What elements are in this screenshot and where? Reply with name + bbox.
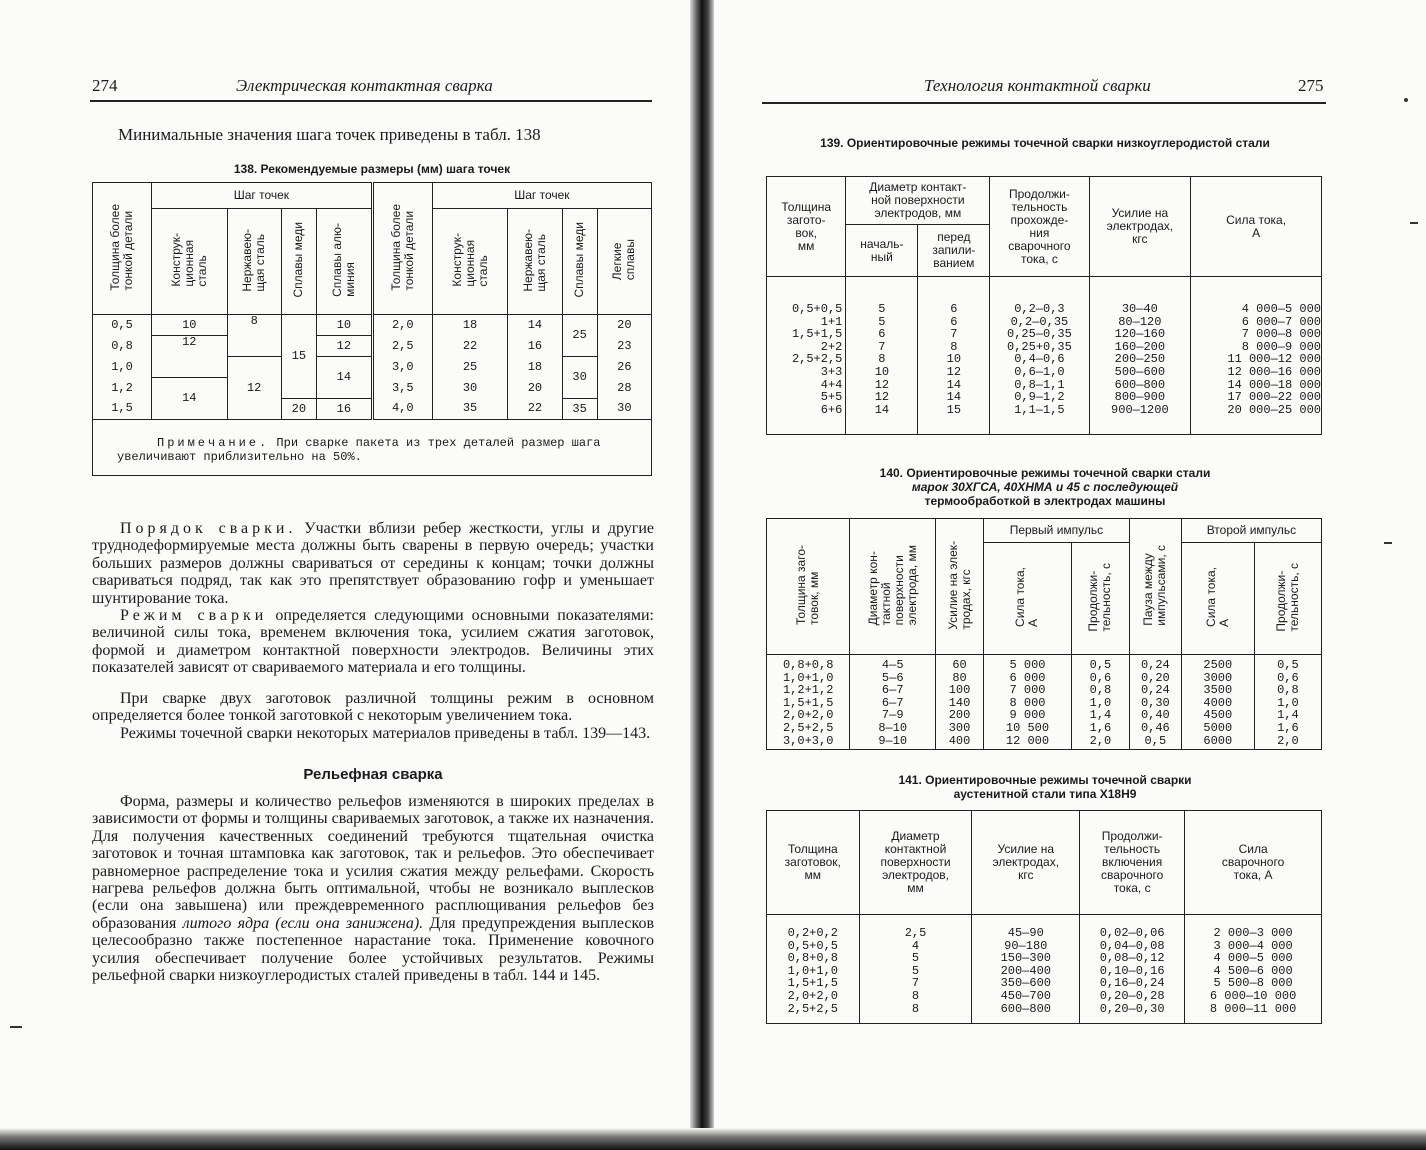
t140-col-duration-1: 0,5 0,6 0,8 1,0 1,4 1,6 2,0 [1072, 655, 1130, 750]
t138-h-stainless-a: Нержавею- щая сталь [227, 209, 281, 315]
t141-h-thickness: Толщина заготовок, мм [767, 811, 860, 915]
t138-cell: 22 [508, 399, 562, 420]
scan-speck [1410, 222, 1418, 224]
t140-h-pause: Пауза между импульсами, с [1129, 519, 1181, 655]
left-header-rule [90, 100, 652, 102]
left-running-title: Электрическая контактная сварка [236, 76, 493, 95]
t140-caption-line-2: марок 30ХГСА, 40ХНМА и 45 с последующей [911, 480, 1179, 494]
paragraph-welding-order [92, 520, 654, 607]
t138-cell: 10 [152, 315, 228, 336]
relief-text-a: Форма, размеры и количество рельефов изменяются в широких пределах в зависимости от формы и толщины свариваемых заготовок, а также их назначения. Для получения качественных соединений требуются тщательная очистка заготовок и точная штамповка как заготовок, так и рельефов. Это обеспечивает равномерное распределение тока и усилия сжатия между рельефами. Скорость нагрева рельефов должна быть оптимальной, чтобы не возникало выплесков (если она завышена) или преждевременного расплющивания рельефов без образования [92, 793, 654, 932]
table-138 [92, 182, 652, 476]
t138-cell: 16 [316, 399, 372, 420]
t138-cell: 28 [597, 378, 651, 399]
t141-h-current: Сила сварочного тока, А [1185, 811, 1322, 915]
t141-h-duration: Продолжи- тельность включения сварочного тока, с [1080, 811, 1185, 915]
t138-cell: 0,8 [93, 336, 152, 357]
t140-col-duration-2: 0,5 0,6 0,8 1,0 1,4 1,6 2,0 [1254, 655, 1321, 750]
t140-col-current-1: 5 000 6 000 7 000 8 000 9 000 10 500 12 000 [983, 655, 1071, 750]
book-spine [690, 0, 714, 1150]
t138-cell: 23 [597, 336, 651, 357]
t139-col-initial: 5 5 6 7 8 10 12 12 14 [846, 277, 918, 435]
paragraph-table-ref: Режимы точечной сварки некоторых материалов приведены в табл. 139—143. [120, 725, 651, 742]
t139-h-initial: началь- ный [846, 225, 918, 277]
table140-caption [790, 466, 1300, 508]
t138-cell: 30 [432, 378, 508, 399]
right-running-title: Технология контактной сварки [924, 76, 1151, 95]
t140-h-force: Усилие на элек- тродах, кгс [936, 519, 984, 655]
t138-cell: 25 [562, 315, 597, 357]
t138-cell: 1,2 [93, 378, 152, 399]
t138-cell: 35 [432, 399, 508, 420]
scan-speck [1404, 98, 1408, 102]
t138-h-struct-a: Конструк- ционная сталь [152, 209, 228, 315]
t139-col-before: 6 6 7 8 10 12 14 14 15 [918, 277, 990, 435]
t138-cell: 0,5 [93, 315, 152, 336]
t141-h-force: Усилие на электродах, кгс [972, 811, 1080, 915]
t140-h-diameter: Диаметр кон- тактной поверхности электрода, мм [850, 519, 936, 655]
t141-col-force: 45—90 90—180 150—300 200—400 350—600 450—700 600—800 [972, 915, 1080, 1024]
scan-speck [1384, 542, 1392, 544]
welding-mode-lead: Режим сварки [120, 607, 268, 624]
t139-col-thickness: 0,5+0,5 1+1 1,5+1,5 2+2 2,5+2,5 3+3 4+4 5+5 6+6 [767, 277, 846, 435]
table-139 [766, 176, 1322, 435]
paragraph-welding-mode [92, 607, 654, 677]
t139-h-duration: Продолжи- тельность прохожде- ния сварочного тока, с [990, 177, 1089, 277]
t138-cell: 30 [562, 357, 597, 399]
t138-cell: 10 [316, 315, 372, 336]
t138-note-text: При сварке пакета из трех деталей размер шага увеличивают приблизительно на 50%. [117, 435, 601, 464]
t138-cell: 15 [281, 315, 316, 399]
right-page-number: 275 [1298, 76, 1324, 95]
t138-note [93, 420, 652, 476]
t138-h-thickness: Толщина более тонкой детали [93, 183, 152, 315]
t140-h-second-pulse: Второй импульс [1181, 519, 1321, 543]
intro-text: Минимальные значения шага точек приведены в табл. 138 [118, 125, 541, 144]
scan-speck [10, 1026, 22, 1028]
t140-col-diameter: 4—5 5—6 6—7 6—7 7—9 8—10 9—10 [850, 655, 936, 750]
t140-caption-line-1: 140. Ориентировочные режимы точечной сварки стали [879, 466, 1211, 480]
t139-h-thickness: Толщина загото- вок, мм [767, 177, 846, 277]
t138-cell: 22 [432, 336, 508, 357]
t138-cell: 20 [597, 315, 651, 336]
t140-col-force: 60 80 100 140 200 300 400 [936, 655, 984, 750]
t141-caption-line-2: аустенитной стали типа Х18Н9 [953, 787, 1137, 801]
welding-mode-text: определяется следующими основными показателями: величиной силы тока, временем включения тока, усилием сжатия заготовок, формой и диаметром контактной поверхности электродов. Величины этих показателей зависят от свариваемого материала и его толщины. [92, 607, 654, 677]
t138-cell: 25 [432, 357, 508, 378]
t138-h-thickness-b: Толщина более тонкой детали [372, 183, 432, 315]
t140-h-duration-2: Продолжи- тельность, с [1254, 543, 1321, 655]
t138-cell: 14 [508, 315, 562, 336]
paragraph-thickness: При сварке двух заготовок различной толщины режим в основном определяется более тонкой заготовкой с некоторым увеличением тока. [92, 690, 654, 725]
t140-col-thickness: 0,8+0,8 1,0+1,0 1,2+1,2 1,5+1,5 2,0+2,0 2,5+2,5 3,0+3,0 [767, 655, 850, 750]
t138-note-label: Примечание. [157, 435, 270, 450]
t140-h-current-2: Сила тока, А [1181, 543, 1254, 655]
t140-h-current-1: Сила тока, А [983, 543, 1071, 655]
left-page-number: 274 [92, 76, 118, 95]
t138-h-step-b: Шаг точек [432, 183, 651, 209]
t141-col-thickness: 0,2+0,2 0,5+0,5 0,8+0,8 1,0+1,0 1,5+1,5 2,0+2,0 2,5+2,5 [767, 915, 860, 1024]
t138-h-step-a: Шаг точек [152, 183, 373, 209]
t140-col-current-2: 2500 3000 3500 4000 4500 5000 6000 [1181, 655, 1254, 750]
paragraph-relief [92, 793, 654, 984]
t138-cell: 18 [508, 357, 562, 378]
book-bottom-edge [0, 1128, 1426, 1150]
t138-cell: 2,5 [372, 336, 432, 357]
t138-cell: 14 [316, 357, 372, 399]
t138-h-copper-a: Сплавы меди [281, 209, 316, 315]
t138-cell: 3,0 [372, 357, 432, 378]
t138-h-light-b: Легкие сплавы [597, 209, 651, 315]
table138-caption: 138. Рекомендуемые размеры (мм) шага точек [233, 162, 511, 176]
relief-text-b: Для предупреждения выплесков целесообразно также постепенное нарастание тока. Применение ковочного усилия обеспечивает получение более устойчивых результатов. Режимы рельефной сварки низкоуглеродистых сталей приведены в табл. 144 и 145. [92, 914, 655, 985]
t138-h-alu-a: Сплавы алю- миния [316, 209, 372, 315]
t138-cell: 20 [508, 378, 562, 399]
t138-cell: 16 [508, 336, 562, 357]
t138-cell: 3,5 [372, 378, 432, 399]
t138-cell: 2,0 [372, 315, 432, 336]
t139-h-force: Усилие на электродах, кгс [1089, 177, 1191, 277]
t141-caption-line-1: 141. Ориентировочные режимы точечной сварки [898, 773, 1192, 787]
t138-cell: 35 [562, 399, 597, 420]
t138-cell: 12 [227, 357, 281, 420]
table139-caption: 139. Ориентировочные режимы точечной сварки низкоуглеродистой стали [820, 136, 1270, 150]
table-140 [766, 518, 1322, 750]
t138-h-struct-b: Конструк- ционная сталь [432, 209, 508, 315]
relief-text-italic: литого ядра (если она занижена). [182, 914, 424, 932]
t141-col-current: 2 000—3 000 3 000—4 000 4 000—5 000 4 500—6 000 5 500—8 000 6 000—10 000 8 000—11 000 [1185, 915, 1322, 1024]
t141-col-duration: 0,02—0,06 0,04—0,08 0,08—0,12 0,10—0,16 0,16—0,24 0,20—0,28 0,20—0,30 [1080, 915, 1185, 1024]
t138-h-copper-b: Сплавы меди [562, 209, 597, 315]
t139-col-force: 30—40 80—120 120—160 160—200 200—250 500—600 600—800 800—900 900—1200 [1089, 277, 1191, 435]
right-header-rule [762, 102, 1326, 104]
t138-cell: 30 [597, 399, 651, 420]
t138-cell: 14 [152, 378, 228, 420]
t138-h-stainless-b: Нержавею- щая сталь [508, 209, 562, 315]
welding-order-lead: Порядок сварки. [120, 520, 297, 537]
t141-h-diameter: Диаметр контактной поверхности электродов, мм [859, 811, 972, 915]
t140-caption-line-3: термообработкой в электродах машины [924, 494, 1166, 508]
t139-h-diameter: Диаметр контакт- ной поверхности электродов, мм [846, 177, 990, 225]
t138-cell: 1,5 [93, 399, 152, 420]
t140-h-thickness: Толщина заго- товок, мм [767, 519, 850, 655]
t139-col-duration: 0,2—0,3 0,2—0,35 0,25—0,35 0,25+0,35 0,4—0,6 0,6—1,0 0,8—1,1 0,9—1,2 1,1—1,5 [990, 277, 1089, 435]
t138-cell: 12 [152, 336, 228, 378]
t140-col-pause: 0,24 0,20 0,24 0,30 0,40 0,46 0,5 [1129, 655, 1181, 750]
t138-cell: 18 [432, 315, 508, 336]
t140-h-duration-1: Продолжи- тельность, с [1072, 543, 1130, 655]
section-title-relief-welding: Рельефная сварка [303, 766, 443, 783]
welding-order-text: Участки вблизи ребер жесткости, углы и другие труднодеформируемые места должны быть сварены в первую очередь; участки больших размеров должны свариваться от середины к концам; точки должны свариваться подряд, так как это препятствует образованию гофр и уменьшает шунтирование тока. [92, 520, 654, 607]
t138-cell: 1,0 [93, 357, 152, 378]
t138-cell: 20 [281, 399, 316, 420]
t138-cell: 12 [316, 336, 372, 357]
t139-col-current: 4 000—5 000 6 000—7 000 7 000—8 000 8 000—9 000 11 000—12 000 12 000—16 000 14 000—18 000 17 000—22 000 20 000—25 000 [1191, 277, 1322, 435]
t141-col-diameter: 2,5 4 5 5 7 8 8 [859, 915, 972, 1024]
table-141 [766, 810, 1322, 1024]
table141-caption [790, 773, 1300, 801]
t138-cell: 26 [597, 357, 651, 378]
t138-cell: 8 [227, 315, 281, 357]
t139-h-before-filing: перед запили- ванием [918, 225, 990, 277]
t138-cell: 4,0 [372, 399, 432, 420]
t140-h-first-pulse: Первый импульс [983, 519, 1129, 543]
t139-h-current: Сила тока, А [1191, 177, 1322, 277]
